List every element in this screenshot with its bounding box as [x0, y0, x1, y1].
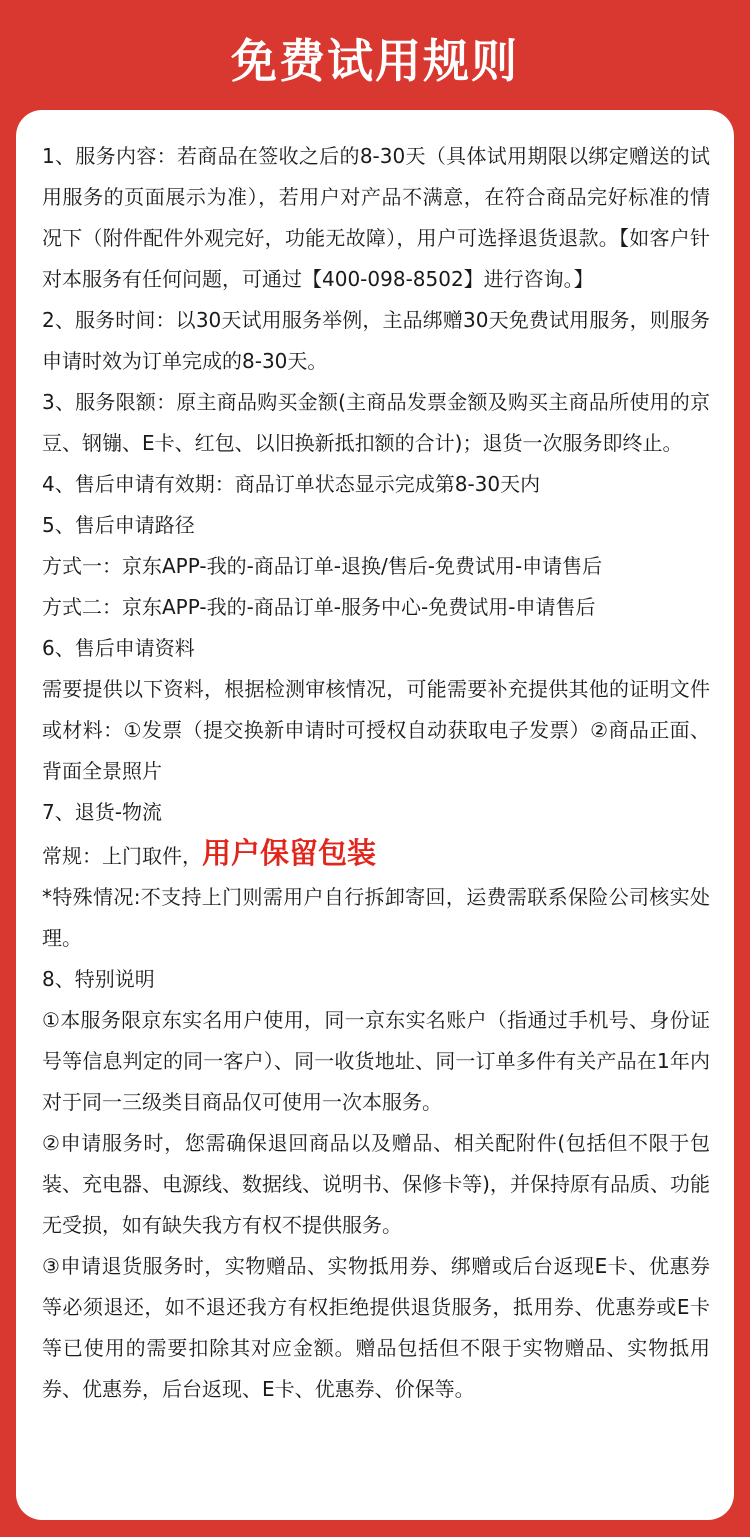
- rule-note-three: ③申请退货服务时，实物赠品、实物抵用券、绑赠或后台返现E卡、优惠券等必须退还，如不退还我方有权拒绝提供退货服务，抵用券、优惠券或E卡等已使用的需要扣除其对应金额。赠品包括但不限于实物赠品、实物抵用券、优惠券，后台返现、E卡、优惠券、价保等。: [42, 1254, 710, 1401]
- rule-service-limit: 3、服务限额：原主商品购买金额(主商品发票金额及购买主商品所使用的京豆、钢镚、E卡、红包、以旧换新抵扣额的合计)；退货一次服务即终止。: [42, 390, 710, 455]
- rule-note-one: ①本服务限京东实名用户使用，同一京东实名账户（指通过手机号、身份证号等信息判定的同一客户）、同一收货地址、同一订单多件有关产品在1年内对于同一三级类目商品仅可使用一次本服务。: [42, 1008, 710, 1114]
- rule-logistics-title: 7、退货-物流: [42, 800, 162, 824]
- rule-validity-period: 4、售后申请有效期：商品订单状态显示完成第8-30天内: [42, 472, 541, 496]
- rule-materials-body: 需要提供以下资料，根据检测审核情况，可能需要补充提供其他的证明文件或材料：①发票（提交换新申请时可授权自动获取电子发票）②商品正面、背面全景照片: [42, 677, 710, 783]
- rule-service-time: 2、服务时间：以30天试用服务举例，主品绑赠30天免费试用服务，则服务申请时效为订单完成的8-30天。: [42, 308, 710, 373]
- rules-card: [16, 110, 734, 1520]
- rule-logistics-normal: [42, 833, 710, 877]
- page-title: 免费试用规则: [231, 34, 519, 88]
- rule-service-content: 1、服务内容：若商品在签收之后的8-30天（具体试用期限以绑定赠送的试用服务的页面展示为准），若用户对产品不满意，在符合商品完好标准的情况下（附件配件外观完好，功能无故障），用户可选择退货退款。【如客户针对本服务有任何问题，可通过【400-098-8502】进行咨询。】: [42, 144, 710, 291]
- rule-materials-title: 6、售后申请资料: [42, 636, 195, 660]
- rule-notes-title: 8、特别说明: [42, 967, 155, 991]
- rule-logistics-normal-prefix: 常规：上门取件，: [42, 844, 202, 868]
- keep-packaging-highlight: 用户保留包装: [202, 836, 377, 870]
- rule-path-title: 5、售后申请路径: [42, 513, 195, 537]
- rule-note-two: ②申请服务时，您需确保退回商品以及赠品、相关配附件(包括但不限于包装、充电器、电源线、数据线、说明书、保修卡等)，并保持原有品质、功能无受损，如有缺失我方有权不提供服务。: [42, 1131, 710, 1237]
- rule-logistics-special: *特殊情况:不支持上门则需用户自行拆卸寄回，运费需联系保险公司核实处理。: [42, 885, 710, 950]
- rules-content: [42, 136, 710, 1410]
- rule-path-way-two: 方式二：京东APP-我的-商品订单-服务中心-免费试用-申请售后: [42, 595, 596, 619]
- rule-path-way-one: 方式一：京东APP-我的-商品订单-退换/售后-免费试用-申请售后: [42, 554, 603, 578]
